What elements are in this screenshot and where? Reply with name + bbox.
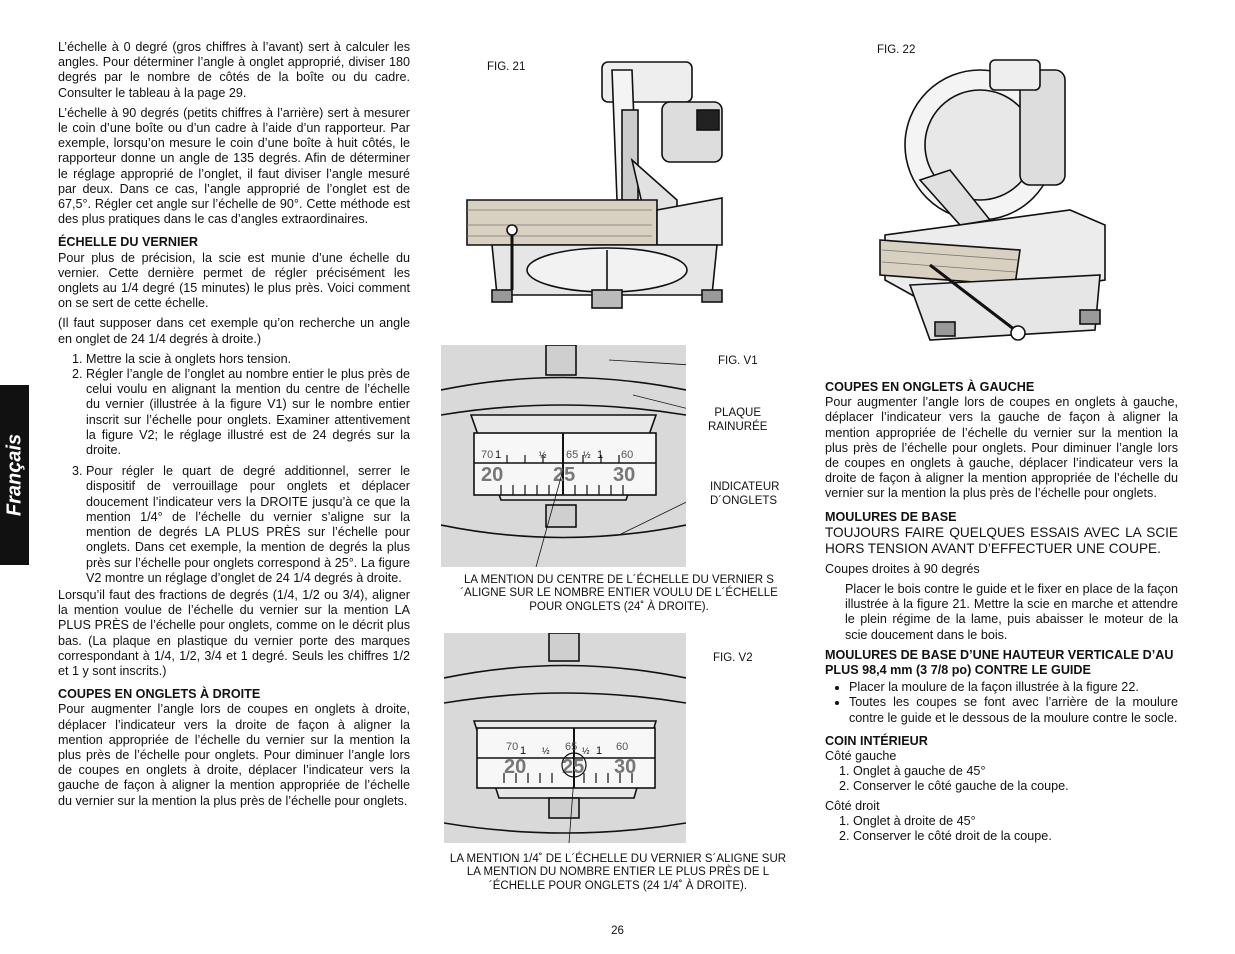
language-tab-label: Français	[3, 433, 25, 517]
figv1-vernier-scale-illustration	[441, 345, 686, 567]
caption-figv2: LA MENTION 1/4˚ DE L´ÉCHELLE DU VERNIER S´ALIGNE SUR LA MENTION DU NOMBRE ENTIER LE PLUS PRÈS DE L´ÉCHELLE POUR ONGLETS (24 1/4˚ À DROITE).	[449, 853, 787, 892]
fig21-miter-saw-illustration	[462, 50, 742, 320]
heading-vernier: ÉCHELLE DU VERNIER	[58, 235, 198, 250]
vernier-step: 2. Régler l’angle de l’onglet au nombre entier le plus près de celui voulu en alignant la mention du centre de l’échelle du vernier (illustrée à la figure V1) sur le nombre entier inscrit sur l’échelle pour onglets. Examiner attentivement la figure V2; le réglage illustré est de 24 degrés sur la droite.	[86, 367, 410, 458]
left-side-step: 1. Onglet à gauche de 45°	[853, 764, 1178, 779]
heading-base-molding: MOULURES DE BASE	[825, 509, 957, 524]
paragraph-vernier-example: (Il faut supposer dans cet exemple qu’on recherche un angle en onglet de 24 1/4 degrés à droite.)	[58, 316, 410, 346]
paragraph-right-miter: Pour augmenter l’angle lors de coupes en onglets à droite, déplacer l’indicateur vers la droite de façon à aligner la mention appropriée de l’échelle du vernier sur la mention la plus près de l’échelle pour onglets. Pour diminuer l’angle lors de coupes en onglets à droite, déplacer l’indicateur vers la gauche de façon à aligner la mention appropriée de l’échelle du vernier sur la mention la plus près de l’échelle pour onglets.	[58, 702, 410, 808]
heading-vertical-molding: MOULURES DE BASE D’UNE HAUTEUR VERTICALE D’AU PLUS 98,4 mm (3 7/8 po) CONTRE LE GUIDE	[825, 647, 1174, 678]
vernier-mark: 1	[520, 745, 527, 757]
left-column	[58, 40, 410, 814]
vernier-mark: ½	[542, 746, 550, 756]
scale-small-65: 65	[566, 449, 579, 461]
scale-big-25: 25	[562, 756, 585, 778]
caption-figv1: LA MENTION DU CENTRE DE L´ÉCHELLE DU VERNIER S´ALIGNE SUR LE NOMBRE ENTIER VOULU DE L´ÉCHELLE POUR ONGLETS (24˚ À DROITE).	[460, 574, 778, 613]
paragraph-vernier-intro: Pour plus de précision, la scie est munie d’une échelle du vernier. Cette dernière permet de régler précisément les onglets au 1/4 degré (15 minutes) le plus près. Voici comment on se sert de cette échelle.	[58, 250, 410, 311]
fig21-label: FIG. 21	[487, 61, 526, 73]
right-column	[825, 376, 1178, 846]
label-miter-indicator: INDICATEUR D´ONGLETS	[710, 481, 780, 507]
scale-small-70: 70	[506, 741, 519, 753]
paragraph-fractions: Lorsqu’il faut des fractions de degrés (1/4, 1/2 ou 3/4), aligner la mention voulue de l’échelle du vernier sur la mention LA PLUS PRÈS de l’échelle pour onglets, comme on le décrit plus bas. (La plaque en plastique du vernier porte des marques correspondant à 1/4, 1/2, 3/4 et 1 degré. Seuls les chiffres 1/2 et 1 y sont inscrits.)	[58, 587, 410, 678]
fig22-miter-saw-illustration	[870, 50, 1130, 350]
right-side-steps	[825, 814, 1178, 844]
figv2-label: FIG. V2	[713, 652, 753, 664]
left-side-steps	[825, 764, 1178, 794]
vernier-step: 1. Mettre la scie à onglets hors tension.	[86, 352, 410, 367]
scale-small-60: 60	[621, 449, 634, 461]
fig22-label: FIG. 22	[877, 44, 916, 56]
scale-big-20: 20	[481, 464, 504, 486]
figv1-label: FIG. V1	[718, 355, 758, 367]
label-left-side: Côté gauche	[825, 749, 897, 764]
vernier-mark: 1	[596, 745, 603, 757]
paragraph-zero-scale: L’échelle à 0 degré (gros chiffres à l’avant) sert à calculer les angles. Pour déterminer l’angle à onglet approprié, diviser 180 degrés par le nombre de côtés de la boîte ou du cadre. Consulter le tableau à la page 29.	[58, 40, 410, 100]
right-side-step: 2. Conserver le côté droit de la coupe.	[853, 829, 1178, 844]
paragraph-base-molding-warning: TOUJOURS FAIRE QUELQUES ESSAIS AVEC LA SCIE HORS TENSION AVANT D’EFFECTUER UNE COUPE.	[825, 524, 1178, 556]
paragraph-straight-cuts-detail: Placer le bois contre le guide et le fixer en place de la façon illustrée à la figure 21. Mettre la scie en marche et attendre le plein régime de la lame, puis abaisser le moteur de la scie doucement dans le bois.	[845, 582, 1178, 642]
vernier-steps	[58, 352, 410, 586]
vernier-mark: ½	[583, 450, 591, 460]
vernier-step: 3. Pour régler le quart de degré additionnel, serrer le dispositif de verrouillage pour onglets et déplacer doucement l’indicateur vers la DROITE jusqu’à ce que la mention 1/4° de l’échelle du vernier s’aligne sur la mention de degrés LA PLUS PRÈS sur l’échelle pour onglets. Dans cet exemple, la mention de degrés la plus près sur l’échelle pour onglets correspond à 25°. La figure V2 montre un réglage d’onglet de 24 1/4 degrés à droite.	[86, 464, 410, 586]
figv2-vernier-scale-illustration	[444, 633, 686, 843]
scale-big-30: 30	[614, 756, 637, 778]
scale-big-20: 20	[504, 756, 527, 778]
bullet-item: • Toutes les coupes se font avec l’arrière de la moulure contre le guide et le dessous de la moulure contre le socle.	[849, 695, 1178, 725]
vernier-mark: 1	[495, 449, 502, 461]
label-right-side: Côté droit	[825, 798, 880, 813]
scale-small-60: 60	[616, 741, 629, 753]
heading-right-miter: COUPES EN ONGLETS À DROITE	[58, 687, 261, 702]
paragraph-left-miter: Pour augmenter l’angle lors de coupes en onglets à gauche, déplacer l’indicateur vers la gauche de façon à aligner la mention appropriée de l’échelle du vernier sur la mention la plus près de l’échelle pour onglets. Pour diminuer l’angle lors de coupes en onglets à gauche, déplacer l’indicateur vers la droite de façon à aligner la mention appropriée de l’échelle du vernier sur la mention la plus près de l’échelle pour onglets.	[825, 395, 1178, 501]
scale-big-30: 30	[613, 464, 636, 486]
scale-big-25: 25	[553, 464, 576, 486]
vernier-mark: ½	[582, 746, 590, 756]
paragraph-straight-cuts: Coupes droites à 90 degrés	[825, 561, 980, 576]
heading-left-miter: COUPES EN ONGLETS À GAUCHE	[825, 380, 1035, 394]
heading-inside-corner: COIN INTÉRIEUR	[825, 733, 928, 748]
page-number: 26	[611, 925, 624, 937]
scale-small-65: 65	[565, 741, 578, 753]
vertical-molding-bullets	[825, 680, 1178, 726]
vernier-mark: 1	[597, 449, 604, 461]
vernier-mark: ½	[539, 450, 547, 460]
scale-small-70: 70	[481, 449, 494, 461]
bullet-item: • Placer la moulure de la façon illustrée à la figure 22.	[849, 680, 1178, 695]
language-tab	[0, 385, 29, 565]
label-grooved-plate: PLAQUE RAINURÉE	[708, 407, 768, 433]
left-side-step: 2. Conserver le côté gauche de la coupe.	[853, 779, 1178, 794]
paragraph-ninety-scale: L’échelle à 90 degrés (petits chiffres à l’arrière) sert à mesurer le coin d’une boîte ou d’un cadre à l’aide d’un rapporteur. Par exemple, lorsqu’on mesure le coin d’une boîte à huit côtés, le rapporteur donne un angle de 135 degrés. Afin de déterminer le réglage approprié de l’onglet, il faut diviser l’angle mesuré par deux. Dans ce cas, l’angle approprié de l’onglet est de 67,5°. Régler cet angle sur l’échelle de 90°. Cette méthode est des plus pratiques dans le cas d’angles extraordinaires.	[58, 105, 410, 227]
right-side-step: 1. Onglet à droite de 45°	[853, 814, 1178, 829]
